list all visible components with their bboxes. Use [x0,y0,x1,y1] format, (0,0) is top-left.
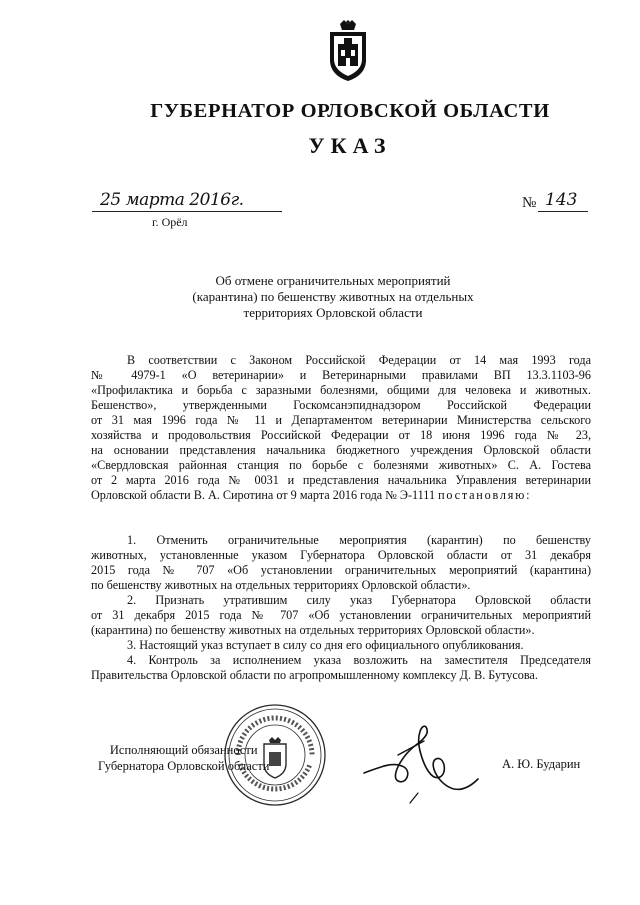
point-1-line-last: по бешенству животных на отдельных территориях Орловской области». [91,578,471,592]
preamble-line: от 31 мая 1996 года № 11 и Департаментом ветеринарии Министерства сельского [91,413,591,427]
decree-title-line: (карантина) по бешенству животных на отдельных [192,289,474,304]
point-1-line: 1. Отменить ограничительные мероприятия (карантин) по бешенству [127,533,591,547]
point-4-line: 4. Контроль за исполнением указа возложить на заместителя Председателя [127,653,591,667]
preamble-line: от 2 марта 2016 года № 0031 и представления начальника Управления ветеринарии [91,473,591,487]
signer-name: А. Ю. Бударин [502,757,581,771]
preamble-line: на основании представления начальника бюджетного учреждения Орловской области [91,443,591,457]
decree-title [175,273,491,321]
preamble-line: Бешенство», утвержденными Госкомсанэпиднадзором Российской Федерации [91,398,591,412]
issuing-authority: ГУБЕРНАТОР ОРЛОВСКОЙ ОБЛАСТИ [150,100,550,122]
decree-word: постановляю: [438,488,532,502]
number-underline [538,211,588,212]
point-4-line-last: Правительства Орловской области по агропромышленному комплексу Д. В. Бутусова. [91,668,538,682]
decree-title-line: Об отмене ограничительных мероприятий [215,273,451,288]
preamble-line-last [91,488,591,503]
decree-title-line: территориях Орловской области [243,305,423,320]
number-sign: № [522,195,537,211]
decree-points [91,533,591,683]
point-3: 3. Настоящий указ вступает в силу со дня его официального опубликования. [127,638,524,652]
signer-position [98,742,269,774]
coat-of-arms-icon [324,18,372,82]
point-2-line: от 31 декабря 2015 года № 707 «Об установлении ограничительных мероприятий [91,608,591,622]
point-2-line: 2. Признать утратившим силу указ Губернатора Орловской области [127,593,591,607]
point-1-line: 2015 года № 707 «Об установлении ограничительных мероприятий (карантина) [91,563,591,577]
document-city: г. Орёл [152,215,188,229]
preamble-line: хозяйства и продовольствия Российской Федерации от 18 июня 1996 года № 23, [91,428,591,442]
preamble-line: «Профилактика и борьба с заразными болезнями, общими для человека и животных. [91,383,591,397]
document-type: УКАЗ [308,133,392,158]
preamble-line: № 4979-1 «О ветеринарии» и Ветеринарными правилами ВП 13.3.1103-96 [91,368,591,382]
preamble-line: В соответствии с Законом Российской Федерации от 14 мая 1993 года [127,353,591,367]
preamble-last-text: Орловской области В. А. Сиротина от 9 марта 2016 года № Э-1111 [91,488,436,502]
date-underline [92,211,282,212]
point-2-line-last: (карантина) по бешенству животных на отдельных территориях Орловской области». [91,623,535,637]
point-1-line: животных, установленные указом Губернатора Орловской области от 31 декабря [91,548,591,562]
handwritten-signature [360,715,480,805]
preamble-paragraph [91,353,591,503]
document-number: 143 [545,190,578,210]
signer-position-line: Губернатора Орловской области [98,759,270,773]
signer-position-line: Исполняющий обязанности [109,743,258,757]
document-date: 25 марта 2016г. [100,190,244,210]
preamble-line: «Свердловская районная станция по борьбе с болезнями животных» С. А. Гостева [91,458,591,472]
